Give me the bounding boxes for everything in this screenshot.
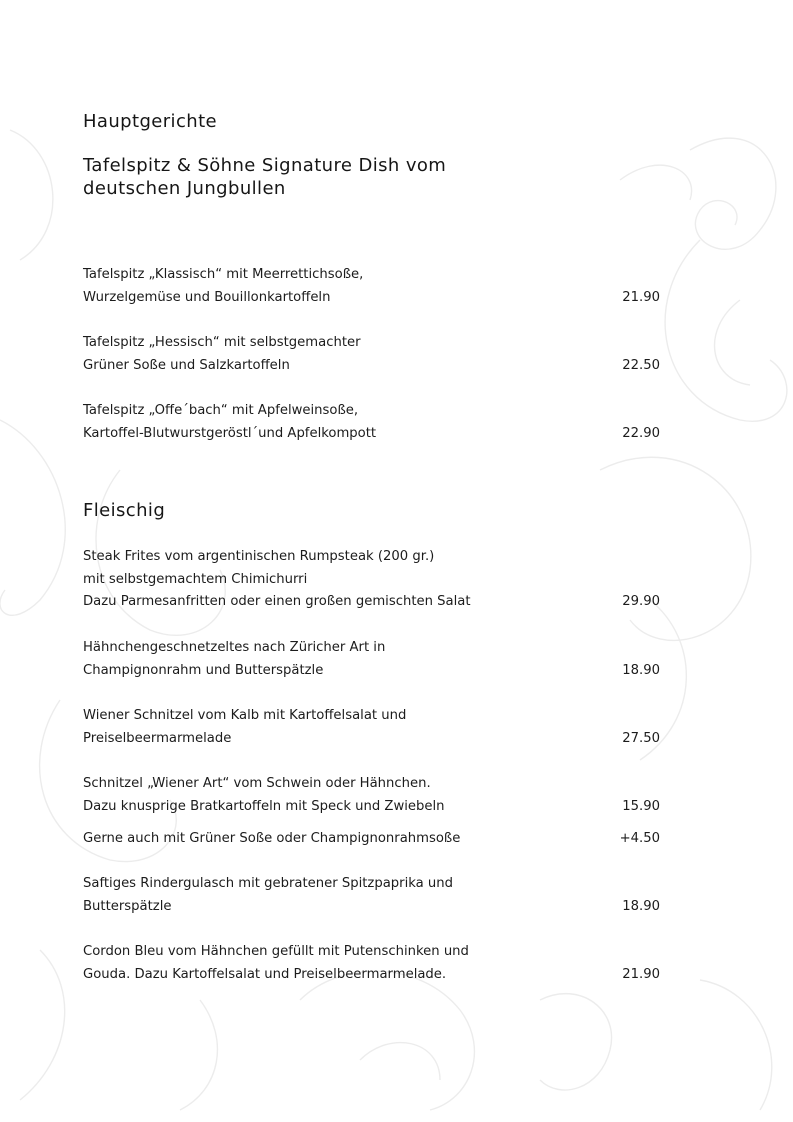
item-description: Steak Frites vom argentinischen Rumpsteak (200 gr.): [83, 549, 435, 564]
menu-item-tafelspitz-klassisch: [83, 264, 663, 309]
item-description: Wurzelgemüse und Bouillonkartoffeln: [83, 289, 331, 305]
item-price: 22.90: [622, 425, 660, 441]
menu-item-haehnchengeschnetzeltes: [83, 637, 663, 682]
item-description: Tafelspitz „Hessisch“ mit selbstgemachter: [83, 335, 361, 350]
item-description: Dazu Parmesanfritten oder einen großen gemischten Salat: [83, 594, 471, 610]
item-description: Tafelspitz „Klassisch“ mit Meerrettichsoße,: [83, 267, 364, 282]
item-description: Champignonrahm und Butterspätzle: [83, 662, 324, 678]
item-price: 18.90: [622, 898, 660, 914]
menu-item-tafelspitz-hessisch: [83, 332, 663, 377]
menu-item-tafelspitz-offebach: [83, 400, 663, 445]
item-price: 27.50: [622, 730, 660, 746]
menu-item-extra-sauce: [83, 828, 663, 851]
item-description: Gerne auch mit Grüner Soße oder Champignonrahmsoße: [83, 831, 461, 846]
item-price: 21.90: [622, 289, 660, 305]
menu-item-rindergulasch: [83, 873, 663, 918]
fleischig-section-heading: Fleischig: [83, 500, 166, 521]
item-description: Schnitzel „Wiener Art“ vom Schwein oder Hähnchen.: [83, 776, 431, 791]
item-price: 29.90: [622, 594, 660, 610]
menu-item-cordon-bleu: [83, 941, 663, 986]
item-price: 15.90: [622, 798, 660, 814]
item-description: Hähnchengeschnetzeltes nach Züricher Art in: [83, 640, 386, 655]
item-description: Butterspätzle: [83, 898, 172, 914]
item-description: Preiselbeermarmelade: [83, 730, 232, 746]
item-price: 22.50: [622, 357, 660, 373]
item-price: +4.50: [619, 831, 660, 846]
item-description: Gouda. Dazu Kartoffelsalat und Preiselbeermarmelade.: [83, 966, 447, 982]
item-price: 18.90: [622, 662, 660, 678]
signature-section-heading: [83, 154, 446, 200]
menu-item-wiener-schnitzel: [83, 705, 663, 750]
item-price: 21.90: [622, 966, 660, 982]
item-description: Cordon Bleu vom Hähnchen gefüllt mit Putenschinken und: [83, 944, 469, 959]
page-title: Hauptgerichte: [83, 111, 217, 132]
item-description: Saftiges Rindergulasch mit gebratener Spitzpaprika und: [83, 876, 454, 891]
menu-item-steak-frites: [83, 546, 663, 614]
item-description: Dazu knusprige Bratkartoffeln mit Speck und Zwiebeln: [83, 798, 445, 814]
signature-heading-line: Tafelspitz & Söhne Signature Dish vom: [83, 155, 447, 176]
signature-heading-line: deutschen Jungbullen: [83, 178, 286, 199]
item-description: Tafelspitz „Offe´bach“ mit Apfelweinsoße,: [83, 403, 359, 418]
item-description: Kartoffel-Blutwurstgeröstl´und Apfelkompott: [83, 425, 377, 441]
item-description: Grüner Soße und Salzkartoffeln: [83, 357, 290, 373]
item-description: Wiener Schnitzel vom Kalb mit Kartoffelsalat und: [83, 708, 407, 723]
menu-item-schnitzel-wiener-art: [83, 773, 663, 818]
item-description: mit selbstgemachtem Chimichurri: [83, 571, 308, 587]
